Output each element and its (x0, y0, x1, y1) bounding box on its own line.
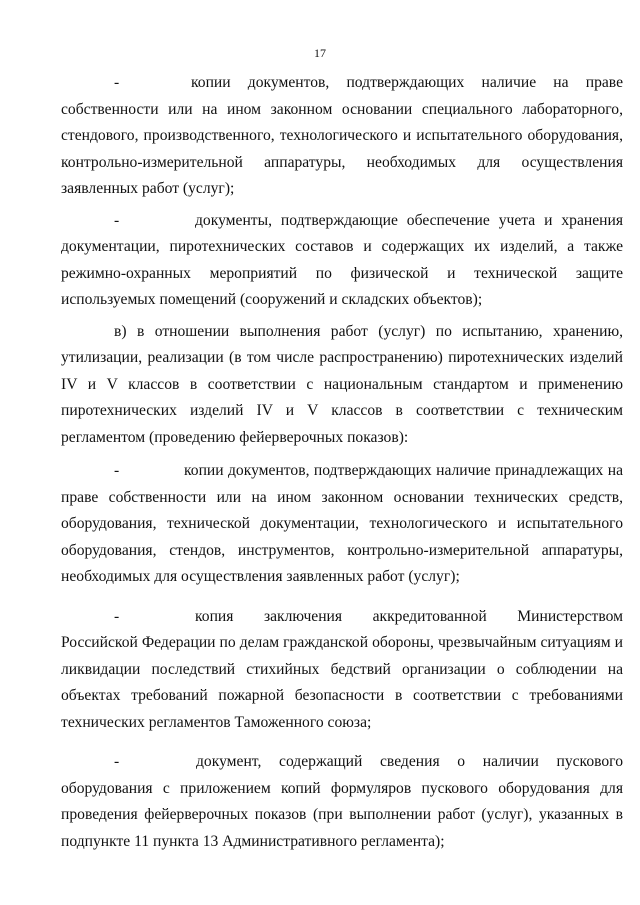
paragraph-fire-safety-conclusion (61, 604, 623, 737)
page-number: 17 (314, 46, 326, 60)
paragraph-launch-equipment (61, 749, 623, 855)
paragraph-technical-means-copies (61, 458, 623, 591)
list-dash: - (114, 607, 120, 625)
document-body (61, 70, 623, 855)
list-dash: - (114, 753, 120, 770)
list-dash: - (114, 211, 120, 229)
paragraph-text: документ, содержащий сведения о наличии пускового оборудования с приложением копий формуляров пускового оборудования для проведения фейерверочных показов (при выполнении работ (услуг), указанных в подпункте 11 пункта 13 Административного регламента); (61, 753, 623, 850)
paragraph-subitem-v (61, 319, 623, 452)
paragraph-text: копия заключения аккредитованной Министерством Российской Федерации по делам гражданской обороны, чрезвычайным ситуациям и ликвидации последствий стихийных бедствий организации о соблюдении на объектах требований пожарной безопасности в соответствии с требованиями технических регламентов Таможенного союза; (61, 607, 623, 731)
paragraph-text: документы, подтверждающие обеспечение учета и хранения документации, пиротехнических составов и содержащих их изделий, а также режимно-охранных мероприятий по физической и технической защите используемых помещений (сооружений и складских объектов); (61, 211, 623, 308)
paragraph-text: копии документов, подтверждающих наличие принадлежащих на праве собственности или на ином законном основании технических средств, оборудования, технической документации, технологического и испытательного оборудования, стендов, инструментов, контрольно-измерительной аппаратуры, необходимых для осуществления заявленных работ (услуг); (61, 462, 623, 585)
list-dash: - (114, 462, 120, 479)
paragraph-text: копии документов, подтверждающих наличие на праве собственности или на ином законном основании специального лабораторного, стендового, производственного, технологического и испытательного оборудования, контрольно-измерительной аппаратуры, необходимых для осуществления заявленных работ (услуг); (61, 74, 623, 197)
paragraph-lab-equipment-copies (61, 70, 623, 203)
paragraph-text: в) в отношении выполнения работ (услуг) по испытанию, хранению, утилизации, реализации (в том числе распространению) пиротехнических изделий IV и V классов в соответствии с национальным стандартом и применению пиротехнических изделий IV и V классов в соответствии с техническим регламентом (проведению фейерверочных показов): (61, 322, 623, 446)
list-dash: - (114, 74, 120, 91)
paragraph-accounting-documents (61, 208, 623, 314)
